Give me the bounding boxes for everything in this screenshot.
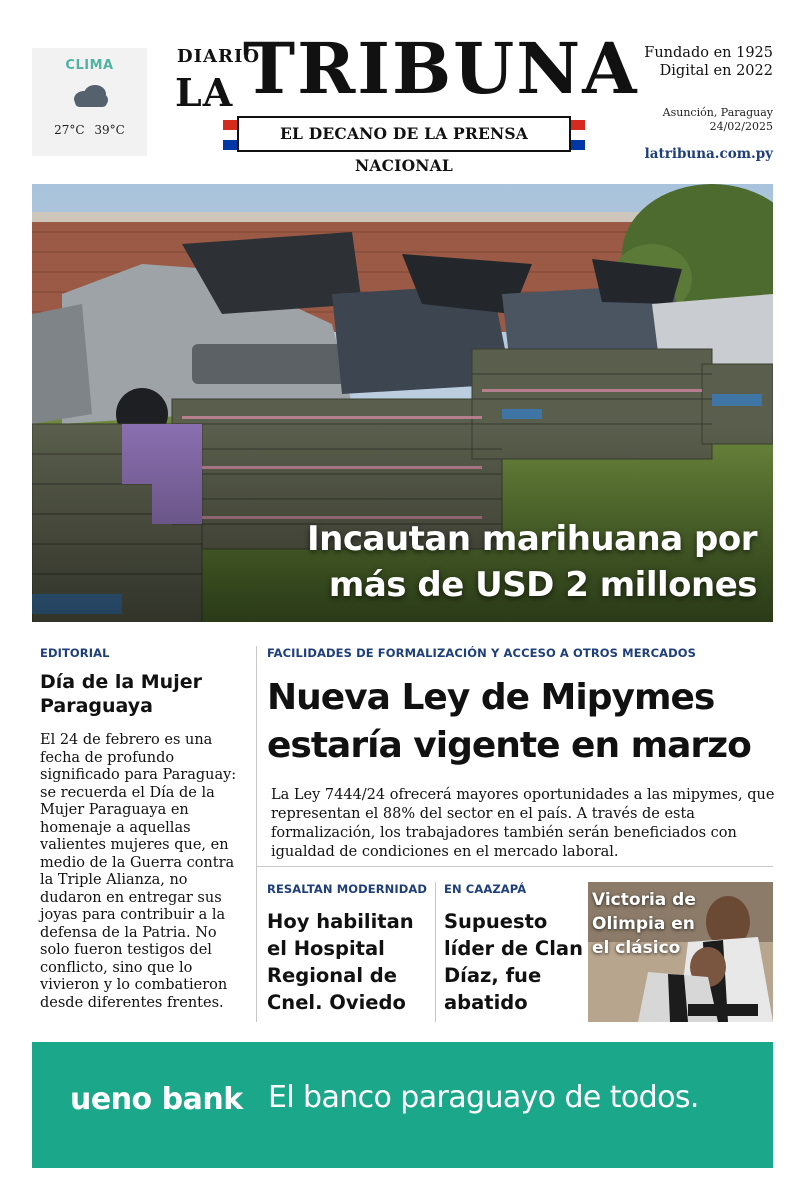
story-olimpia[interactable] (588, 882, 773, 1022)
lead-headline[interactable]: Nueva Ley de Mipymes estaría vigente en marzo (267, 677, 751, 766)
hero-headline-line1: Incautan marihuana por (307, 519, 757, 559)
digital-text: Digital en 2022 (659, 63, 773, 79)
location-text: Asunción, Paraguay (662, 106, 773, 119)
hero-headline-line2: más de USD 2 millones (328, 565, 757, 605)
ueno-bank-ad[interactable] (32, 1042, 773, 1168)
weather-widget (32, 48, 147, 156)
lead-kicker: FACILIDADES DE FORMALIZACIÓN Y ACCESO A OTROS MERCADOS (267, 646, 697, 660)
story-clan-diaz[interactable] (444, 882, 584, 1016)
logo-diario: DIARIO (177, 46, 261, 67)
editorial-title[interactable]: Día de la Mujer Paraguaya (40, 671, 202, 717)
editorial-body: El 24 de febrero es una fecha de profundo significado para Paraguay: se recuerda el Día de la Mujer Paraguaya en homenaje a aquellas valientes mujeres que, en medio de la Guerra contra la Triple Alianza, no dudaron en entregar sus joyas para contribuir a la defensa de la Patria. No solo fueron testigos del conflicto, sino que lo vivieron y lo combatieron desde diferentes frentes. (40, 732, 237, 1011)
ad-brand-logo: ueno bank (70, 1082, 243, 1117)
story-divider (435, 882, 436, 1022)
slogan-text: EL DECANO DE LA PRENSA NACIONAL (237, 116, 571, 152)
founded-text: Fundado en 1925 (644, 45, 773, 61)
logo-la: LA (175, 70, 234, 115)
editorial-kicker: EDITORIAL (40, 646, 110, 660)
edition-info (623, 44, 773, 162)
story-kicker: EN CAAZAPÁ (444, 882, 527, 896)
story-hospital[interactable] (267, 882, 429, 1016)
website-link[interactable]: latribuna.com.py (644, 146, 773, 162)
column-divider (256, 646, 257, 1022)
logo-tribuna: TRIBUNA (243, 27, 639, 110)
story-kicker: RESALTAN MODERNIDAD (267, 882, 428, 896)
olimpia-headline[interactable]: Victoria de Olimpia en el clásico (592, 890, 696, 958)
lead-story[interactable] (267, 646, 775, 862)
story-headline[interactable]: Hoy habilitan el Hospital Regional de Cnel. Oviedo (267, 910, 414, 1014)
masthead-logo[interactable] (175, 27, 639, 175)
slogan-banner (223, 116, 585, 175)
temp-max: 39°C (94, 123, 125, 137)
ad-tagline: El banco paraguayo de todos. (268, 1080, 699, 1115)
hero-story[interactable] (32, 184, 773, 622)
temp-min: 27°C (54, 123, 85, 137)
story-headline[interactable]: Supuesto líder de Clan Díaz, fue abatido (444, 910, 583, 1014)
section-divider (257, 866, 773, 867)
cloud-icon (32, 81, 147, 111)
editorial-column[interactable] (40, 646, 245, 1012)
weather-label: CLIMA (65, 58, 114, 73)
lead-summary: La Ley 7444/24 ofrecerá mayores oportunidades a las mipymes, que representan el 88% del sector en el país. A través de esta formalización, los trabajadores también serán beneficiados con igualdad de condiciones en el mercado laboral. (271, 787, 775, 860)
weather-temps (32, 123, 147, 137)
date-text: 24/02/2025 (709, 120, 773, 133)
hero-headline[interactable] (307, 516, 757, 608)
